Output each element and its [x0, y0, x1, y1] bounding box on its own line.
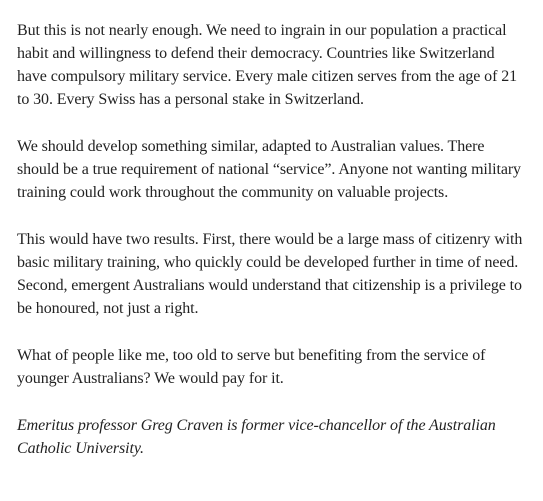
paragraph-two-results: This would have two results. First, there would be a large mass of citizenry with basic military training, who quickly could be developed further in time of need. Second, emergent Australians would understand that citizenship is a privilege to be honoured, not just a right. [17, 231, 523, 317]
paragraph-national-service: We should develop something similar, adapted to Australian values. There should be a true requirement of national “service”. Anyone not wanting military training could work throughout the community on valuable projects. [17, 138, 521, 201]
paragraph-swiss-service: But this is not nearly enough. We need to ingrain in our population a practical habit and willingness to defend their democracy. Countries like Switzerland have compulsory military service. Every male citizen serves from the age of 21 to 30. Every Swiss has a personal stake in Switzerland. [17, 22, 518, 108]
paragraph-pay-for-it: What of people like me, too old to serve but benefiting from the service of younger Australians? We would pay for it. [17, 347, 486, 387]
author-bio: Emeritus professor Greg Craven is former vice-chancellor of the Australian Catholic University. [17, 417, 496, 457]
